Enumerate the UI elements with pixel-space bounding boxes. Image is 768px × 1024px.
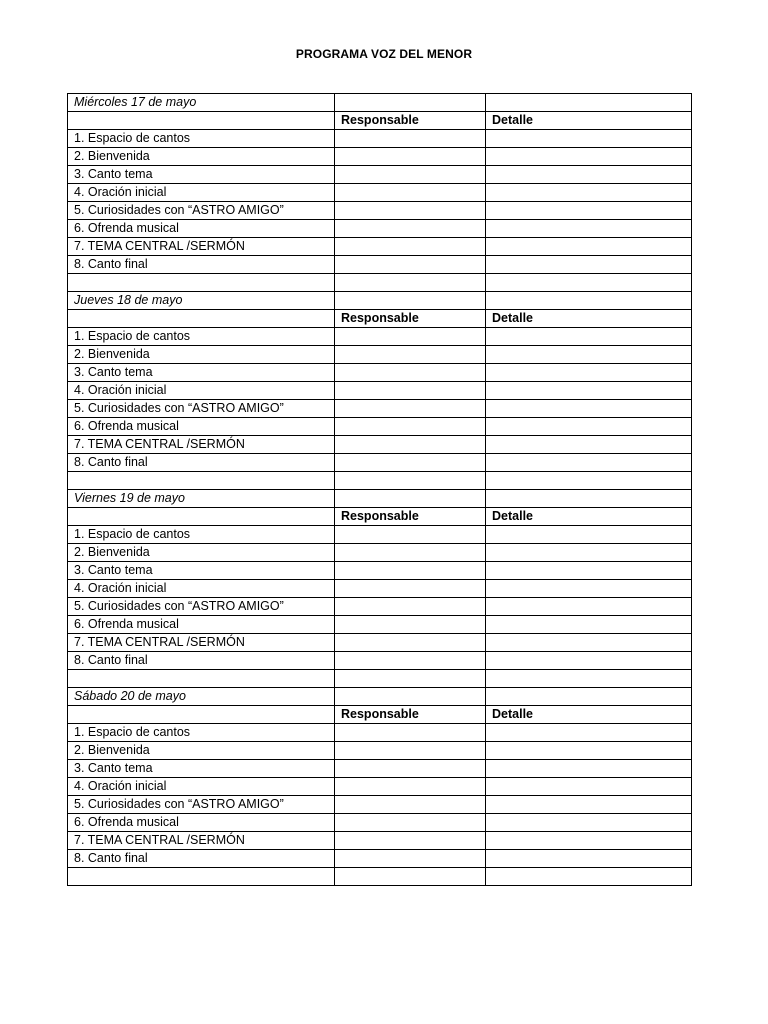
agenda-item-row [68, 220, 692, 238]
detalle-cell[interactable] [486, 760, 692, 778]
agenda-item: 7. TEMA CENTRAL /SERMÓN [68, 634, 335, 652]
day-row [68, 490, 692, 508]
responsable-cell[interactable] [335, 400, 486, 418]
detalle-cell[interactable] [486, 544, 692, 562]
responsable-cell[interactable] [335, 382, 486, 400]
responsable-cell[interactable] [335, 256, 486, 274]
agenda-item: 6. Ofrenda musical [68, 616, 335, 634]
responsable-cell[interactable] [335, 94, 486, 112]
agenda-item: 1. Espacio de cantos [68, 328, 335, 346]
agenda-item-row [68, 364, 692, 382]
agenda-item-row [68, 526, 692, 544]
responsable-cell[interactable] [335, 202, 486, 220]
agenda-item-row [68, 832, 692, 850]
responsable-cell[interactable] [335, 130, 486, 148]
day-heading: Viernes 19 de mayo [68, 490, 335, 508]
detalle-cell[interactable] [486, 472, 692, 490]
agenda-item-row [68, 598, 692, 616]
agenda-item: 2. Bienvenida [68, 544, 335, 562]
agenda-item-row [68, 544, 692, 562]
agenda-item-row [68, 238, 692, 256]
detalle-cell[interactable] [486, 418, 692, 436]
responsable-cell[interactable] [335, 796, 486, 814]
detalle-cell[interactable] [486, 256, 692, 274]
blank-row [68, 274, 692, 292]
header-responsable: Responsable [335, 706, 486, 724]
blank-row [68, 670, 692, 688]
responsable-cell[interactable] [335, 778, 486, 796]
detalle-cell[interactable] [486, 346, 692, 364]
responsable-cell[interactable] [335, 148, 486, 166]
detalle-cell[interactable] [486, 562, 692, 580]
agenda-item-row [68, 256, 692, 274]
header-detalle: Detalle [486, 508, 692, 526]
detalle-cell[interactable] [486, 850, 692, 868]
page-title: PROGRAMA VOZ DEL MENOR [295, 47, 473, 61]
agenda-item: 7. TEMA CENTRAL /SERMÓN [68, 436, 335, 454]
column-header-row [68, 706, 692, 724]
responsable-cell[interactable] [335, 436, 486, 454]
responsable-cell[interactable] [335, 274, 486, 292]
detalle-cell[interactable] [486, 274, 692, 292]
agenda-item: 5. Curiosidades con “ASTRO AMIGO” [68, 796, 335, 814]
detalle-cell[interactable] [486, 202, 692, 220]
detalle-cell[interactable] [486, 130, 692, 148]
responsable-cell[interactable] [335, 580, 486, 598]
responsable-cell[interactable] [335, 184, 486, 202]
agenda-item-row [68, 760, 692, 778]
responsable-cell[interactable] [335, 490, 486, 508]
agenda-item-row [68, 184, 692, 202]
agenda-item-row [68, 148, 692, 166]
responsable-cell[interactable] [335, 292, 486, 310]
agenda-item-row [68, 454, 692, 472]
agenda-item: 2. Bienvenida [68, 346, 335, 364]
detalle-cell[interactable] [486, 580, 692, 598]
agenda-item: 7. TEMA CENTRAL /SERMÓN [68, 238, 335, 256]
agenda-item-row [68, 724, 692, 742]
detalle-cell[interactable] [486, 220, 692, 238]
responsable-cell[interactable] [335, 634, 486, 652]
agenda-item: 4. Oración inicial [68, 778, 335, 796]
detalle-cell[interactable] [486, 526, 692, 544]
detalle-cell[interactable] [486, 832, 692, 850]
agenda-item-row [68, 382, 692, 400]
responsable-cell[interactable] [335, 454, 486, 472]
responsable-cell[interactable] [335, 526, 486, 544]
responsable-cell[interactable] [335, 220, 486, 238]
agenda-item: 6. Ofrenda musical [68, 418, 335, 436]
responsable-cell[interactable] [335, 688, 486, 706]
detalle-cell[interactable] [486, 94, 692, 112]
agenda-item-row [68, 634, 692, 652]
agenda-item: 3. Canto tema [68, 760, 335, 778]
header-responsable: Responsable [335, 310, 486, 328]
responsable-cell[interactable] [335, 598, 486, 616]
agenda-item: 6. Ofrenda musical [68, 814, 335, 832]
agenda-item: 2. Bienvenida [68, 742, 335, 760]
agenda-item: 1. Espacio de cantos [68, 130, 335, 148]
detalle-cell[interactable] [486, 364, 692, 382]
agenda-item: 8. Canto final [68, 256, 335, 274]
day-heading: Sábado 20 de mayo [68, 688, 335, 706]
detalle-cell[interactable] [486, 490, 692, 508]
agenda-item: 1. Espacio de cantos [68, 526, 335, 544]
detalle-cell[interactable] [486, 868, 692, 886]
header-detalle: Detalle [486, 310, 692, 328]
detalle-cell[interactable] [486, 184, 692, 202]
blank-row [68, 472, 692, 490]
responsable-cell[interactable] [335, 328, 486, 346]
agenda-item-row [68, 778, 692, 796]
agenda-item: 3. Canto tema [68, 166, 335, 184]
agenda-item: 1. Espacio de cantos [68, 724, 335, 742]
day-row [68, 688, 692, 706]
responsable-cell[interactable] [335, 832, 486, 850]
responsable-cell[interactable] [335, 814, 486, 832]
agenda-item-row [68, 436, 692, 454]
responsable-cell[interactable] [335, 850, 486, 868]
responsable-cell[interactable] [335, 742, 486, 760]
detalle-cell[interactable] [486, 454, 692, 472]
responsable-cell[interactable] [335, 346, 486, 364]
detalle-cell[interactable] [486, 652, 692, 670]
agenda-item: 3. Canto tema [68, 562, 335, 580]
agenda-item: 5. Curiosidades con “ASTRO AMIGO” [68, 400, 335, 418]
responsable-cell[interactable] [335, 868, 486, 886]
agenda-item-row [68, 328, 692, 346]
agenda-item: 8. Canto final [68, 850, 335, 868]
column-header-row [68, 310, 692, 328]
agenda-item-row [68, 742, 692, 760]
day-heading: Miércoles 17 de mayo [68, 94, 335, 112]
day-row [68, 292, 692, 310]
responsable-cell[interactable] [335, 166, 486, 184]
detalle-cell[interactable] [486, 328, 692, 346]
header-blank-cell [68, 508, 335, 526]
agenda-item-row [68, 202, 692, 220]
blank-cell [68, 274, 335, 292]
header-responsable: Responsable [335, 508, 486, 526]
header-blank-cell [68, 310, 335, 328]
responsable-cell[interactable] [335, 364, 486, 382]
header-blank-cell [68, 706, 335, 724]
agenda-item: 2. Bienvenida [68, 148, 335, 166]
header-detalle: Detalle [486, 112, 692, 130]
agenda-item: 4. Oración inicial [68, 382, 335, 400]
day-heading: Jueves 18 de mayo [68, 292, 335, 310]
program-table-body [68, 94, 692, 886]
header-detalle: Detalle [486, 706, 692, 724]
program-table [67, 93, 692, 886]
responsable-cell[interactable] [335, 238, 486, 256]
agenda-item-row [68, 346, 692, 364]
detalle-cell[interactable] [486, 634, 692, 652]
responsable-cell[interactable] [335, 562, 486, 580]
detalle-cell[interactable] [486, 292, 692, 310]
detalle-cell[interactable] [486, 382, 692, 400]
agenda-item: 8. Canto final [68, 652, 335, 670]
agenda-item-row [68, 130, 692, 148]
detalle-cell[interactable] [486, 238, 692, 256]
responsable-cell[interactable] [335, 472, 486, 490]
responsable-cell[interactable] [335, 418, 486, 436]
agenda-item: 5. Curiosidades con “ASTRO AMIGO” [68, 598, 335, 616]
responsable-cell[interactable] [335, 724, 486, 742]
responsable-cell[interactable] [335, 670, 486, 688]
column-header-row [68, 508, 692, 526]
agenda-item-row [68, 796, 692, 814]
agenda-item: 4. Oración inicial [68, 184, 335, 202]
blank-row [68, 868, 692, 886]
agenda-item: 5. Curiosidades con “ASTRO AMIGO” [68, 202, 335, 220]
detalle-cell[interactable] [486, 598, 692, 616]
detalle-cell[interactable] [486, 724, 692, 742]
agenda-item: 6. Ofrenda musical [68, 220, 335, 238]
responsable-cell[interactable] [335, 544, 486, 562]
detalle-cell[interactable] [486, 742, 692, 760]
header-responsable: Responsable [335, 112, 486, 130]
agenda-item-row [68, 580, 692, 598]
agenda-item-row [68, 652, 692, 670]
blank-cell [68, 472, 335, 490]
detalle-cell[interactable] [486, 166, 692, 184]
detalle-cell[interactable] [486, 400, 692, 418]
detalle-cell[interactable] [486, 796, 692, 814]
day-row [68, 94, 692, 112]
detalle-cell[interactable] [486, 616, 692, 634]
detalle-cell[interactable] [486, 436, 692, 454]
detalle-cell[interactable] [486, 778, 692, 796]
agenda-item-row [68, 616, 692, 634]
header-blank-cell [68, 112, 335, 130]
agenda-item-row [68, 166, 692, 184]
agenda-item-row [68, 562, 692, 580]
blank-cell [68, 670, 335, 688]
column-header-row [68, 112, 692, 130]
agenda-item-row [68, 850, 692, 868]
detalle-cell[interactable] [486, 814, 692, 832]
responsable-cell[interactable] [335, 652, 486, 670]
blank-cell [68, 868, 335, 886]
agenda-item: 8. Canto final [68, 454, 335, 472]
responsable-cell[interactable] [335, 616, 486, 634]
agenda-item: 7. TEMA CENTRAL /SERMÓN [68, 832, 335, 850]
agenda-item-row [68, 400, 692, 418]
detalle-cell[interactable] [486, 688, 692, 706]
detalle-cell[interactable] [486, 148, 692, 166]
agenda-item: 4. Oración inicial [68, 580, 335, 598]
detalle-cell[interactable] [486, 670, 692, 688]
agenda-item-row [68, 814, 692, 832]
agenda-item-row [68, 418, 692, 436]
agenda-item: 3. Canto tema [68, 364, 335, 382]
responsable-cell[interactable] [335, 760, 486, 778]
